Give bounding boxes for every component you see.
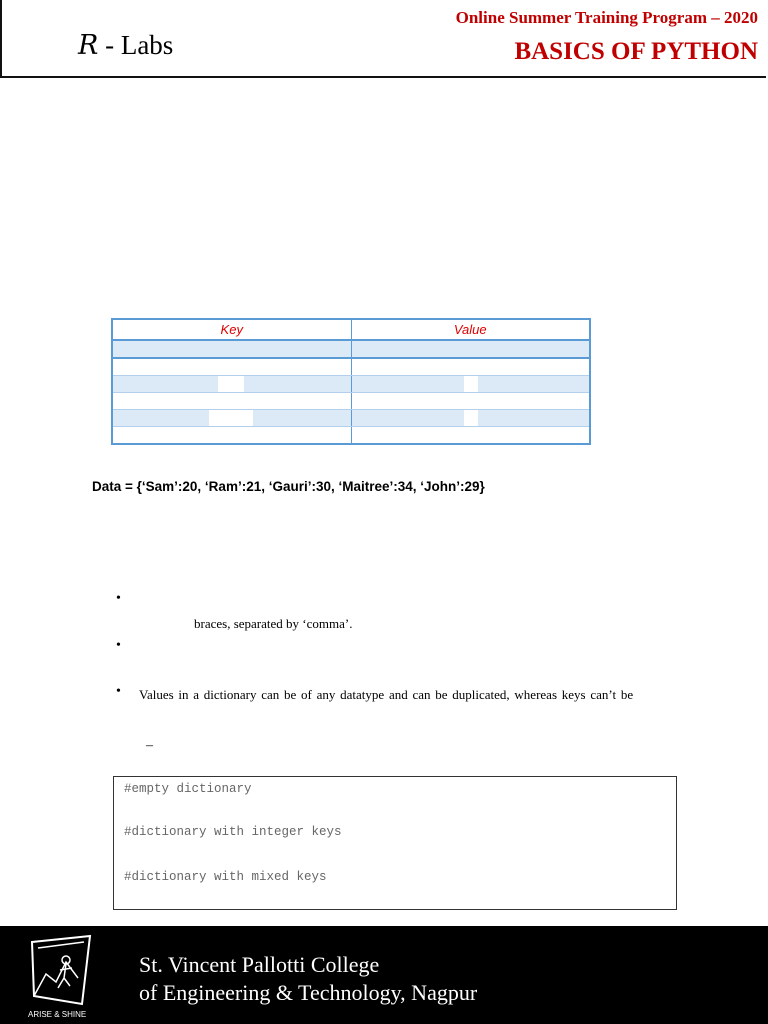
college-motto: ARISE & SHINE (28, 1010, 87, 1019)
brand-labs: - Labs (98, 30, 174, 60)
table-cell (112, 410, 351, 427)
table-row (112, 393, 590, 410)
table-cell (112, 427, 351, 445)
table-cell (351, 340, 590, 358)
table-row (112, 427, 590, 445)
college-logo-icon (26, 934, 100, 1015)
college-name-line-2: of Engineering & Technology, Nagpur (139, 980, 478, 1005)
bullet-icon: • (116, 638, 121, 653)
bullet-1-text: braces, separated by ‘comma’. (194, 616, 353, 631)
bullet-icon: • (116, 591, 121, 606)
value-header: Value (351, 319, 590, 340)
course-title: BASICS OF PYTHON (514, 38, 758, 65)
code-line: #dictionary with integer keys (124, 825, 342, 839)
page-footer (0, 926, 768, 1024)
brand-r: R (78, 30, 99, 61)
code-line: #dictionary with mixed keys (124, 870, 327, 884)
table-cell (351, 376, 590, 393)
table-cell (351, 427, 590, 445)
bullet-3-text: Values in a dictionary can be of any datatype and can be duplicated, whereas keys can’t be (139, 687, 634, 702)
table-row (112, 410, 590, 427)
table-row (112, 340, 590, 358)
table-cell (112, 376, 351, 393)
table-cell (112, 393, 351, 410)
college-name-line-1: St. Vincent Pallotti College (139, 952, 380, 977)
table-cell (112, 340, 351, 358)
data-example: Data = {‘Sam’:20, ‘Ram’:21, ‘Gauri’:30, ‘Maitree’:34, ‘John’:29} (92, 479, 485, 494)
table-cell (112, 358, 351, 376)
table-row (112, 358, 590, 376)
key-header: Key (112, 319, 351, 340)
table-cell (351, 393, 590, 410)
program-title: Online Summer Training Program – 2020 (455, 8, 758, 27)
bullet-icon: • (116, 684, 121, 699)
table-cell (351, 358, 590, 376)
table-header-row (112, 319, 590, 340)
table-cell (351, 410, 590, 427)
code-line: #empty dictionary (124, 782, 252, 796)
brand-logo-text (78, 30, 173, 61)
dash-mark: – (146, 738, 153, 753)
table-row (112, 376, 590, 393)
key-value-table (111, 318, 591, 445)
code-block (113, 776, 677, 910)
